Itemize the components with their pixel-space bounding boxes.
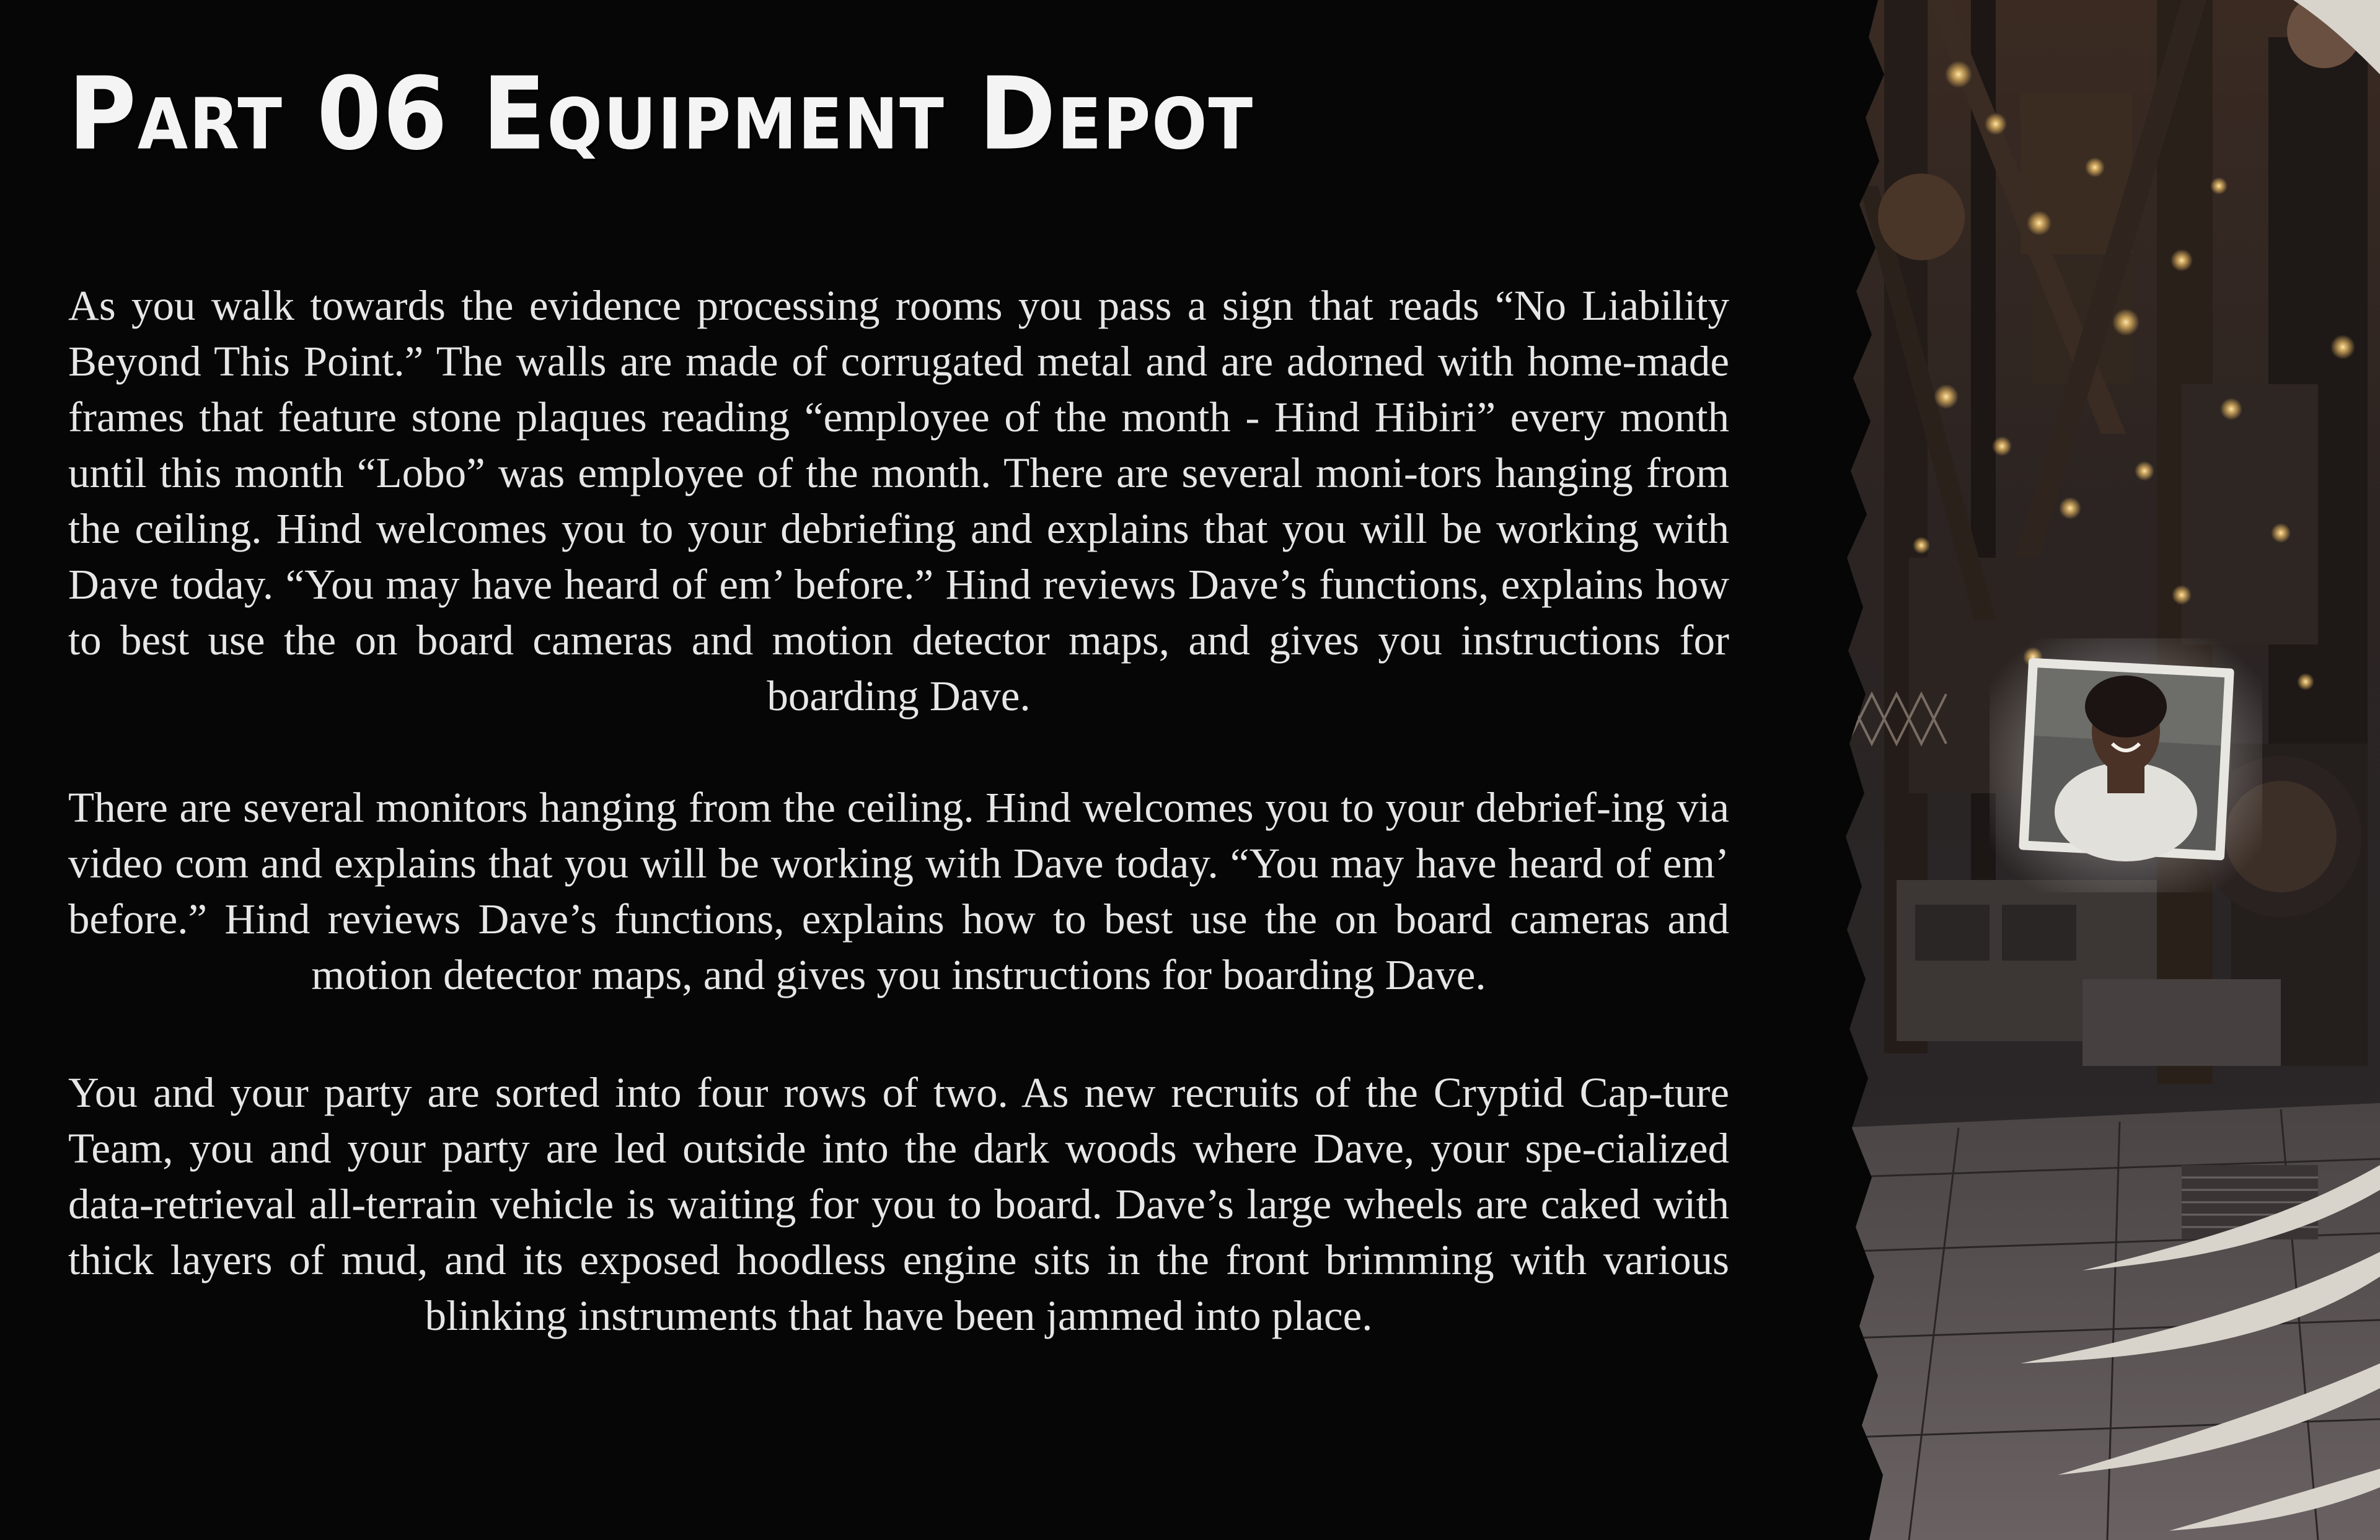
- paragraph-1: As you walk towards the evidence processing rooms you pass a sign that reads “No Liability Beyond This Point.” The walls are made of corrugated metal and are adorned with home-made frames that feature stone plaques reading “employee of the month - Hind Hibiri” every month until this month “Lobo” was employee of the month. There are several moni-tors hanging from the ceiling. Hind welcomes you to your debriefing and explains that you will be working with Dave today. “You may have heard of em’ before.” Hind reviews Dave’s functions, explains how to best use the on board cameras and motion detector maps, and gives you instructions for boarding Dave.: [68, 282, 1729, 719]
- depot-illustration: [1835, 0, 2380, 1540]
- text-column: [68, 0, 1729, 1540]
- page-title: Part 06 Equipment Depot: [68, 56, 1254, 173]
- paragraph-3: You and your party are sorted into four rows of two. As new recruits of the Cryptid Cap-ture Team, you and your party are led outside into the dark woods where Dave, your spe-cialized data-retrieval all-terrain vehicle is waiting for you to board. Dave’s large wheels are caked with thick layers of mud, and its exposed hoodless engine sits in the front brimming with various blinking instruments that have been jammed into place.: [68, 1069, 1729, 1339]
- depot-scene-svg: [1835, 0, 2380, 1540]
- paragraph-2: There are several monitors hanging from the ceiling. Hind welcomes you to your debrief-ing via video com and explains that you will be working with Dave today. “You may have heard of em’ before.” Hind reviews Dave’s functions, explains how to best use the on board cameras and motion detector maps, and gives you instructions for boarding Dave.: [68, 784, 1729, 998]
- video-monitor-icon: [1990, 638, 2262, 892]
